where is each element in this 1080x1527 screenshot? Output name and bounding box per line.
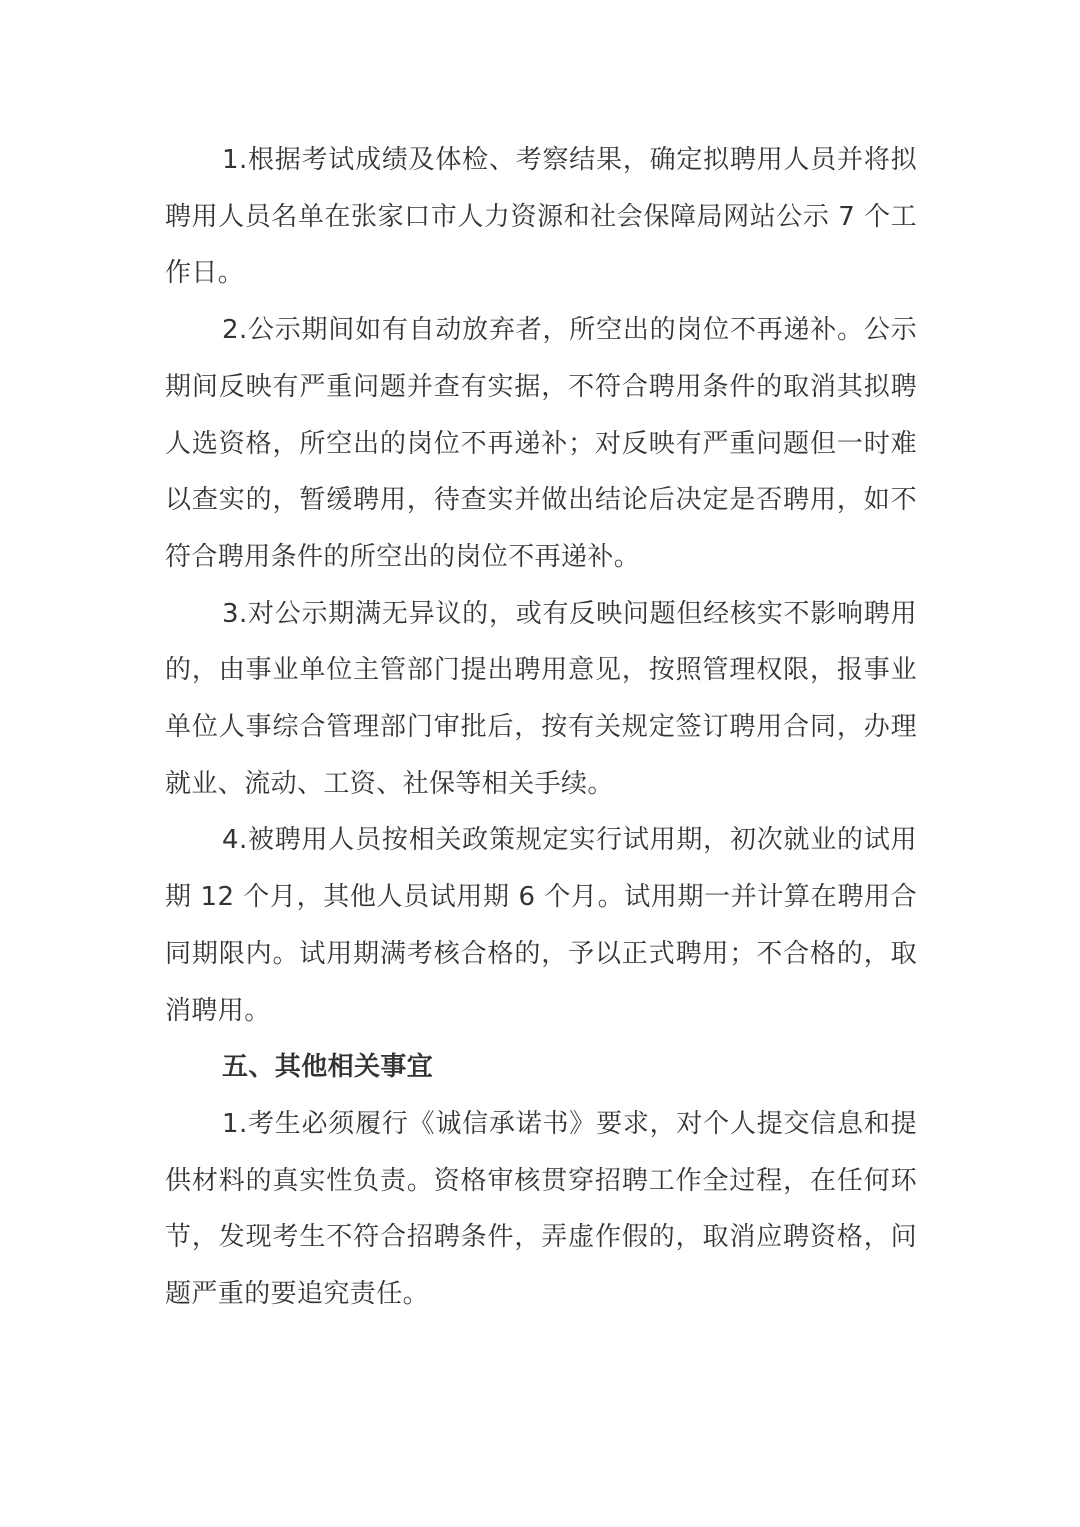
document-body <box>165 132 917 1323</box>
paragraph-4: 4.被聘用人员按相关政策规定实行试用期，初次就业的试用期 12 个月，其他人员试用期 6 个月。试用期一并计算在聘用合同期限内。试用期满考核合格的，予以正式聘用；不合格的，取消聘用。 <box>165 825 917 1026</box>
section-heading: 五、其他相关事宜 <box>222 1052 434 1083</box>
paragraph-1: 1.根据考试成绩及体检、考察结果，确定拟聘用人员并将拟聘用人员名单在张家口市人力资源和社会保障局网站公示 7 个工作日。 <box>165 145 917 289</box>
paragraph-3: 3.对公示期满无异议的，或有反映问题但经核实不影响聘用的，由事业单位主管部门提出聘用意见，按照管理权限，报事业单位人事综合管理部门审批后，按有关规定签订聘用合同，办理就业、流动、工资、社保等相关手续。 <box>165 598 917 799</box>
paragraph-5: 1.考生必须履行《诚信承诺书》要求，对个人提交信息和提供材料的真实性负责。资格审核贯穿招聘工作全过程，在任何环节，发现考生不符合招聘条件，弄虚作假的，取消应聘资格，问题严重的要追究责任。 <box>165 1108 917 1310</box>
paragraph-2: 2.公示期间如有自动放弃者，所空出的岗位不再递补。公示期间反映有严重问题并查有实据，不符合聘用条件的取消其拟聘人选资格，所空出的岗位不再递补；对反映有严重问题但一时难以查实的，暂缓聘用，待查实并做出结论后决定是否聘用，如不符合聘用条件的所空出的岗位不再递补。 <box>165 315 917 572</box>
